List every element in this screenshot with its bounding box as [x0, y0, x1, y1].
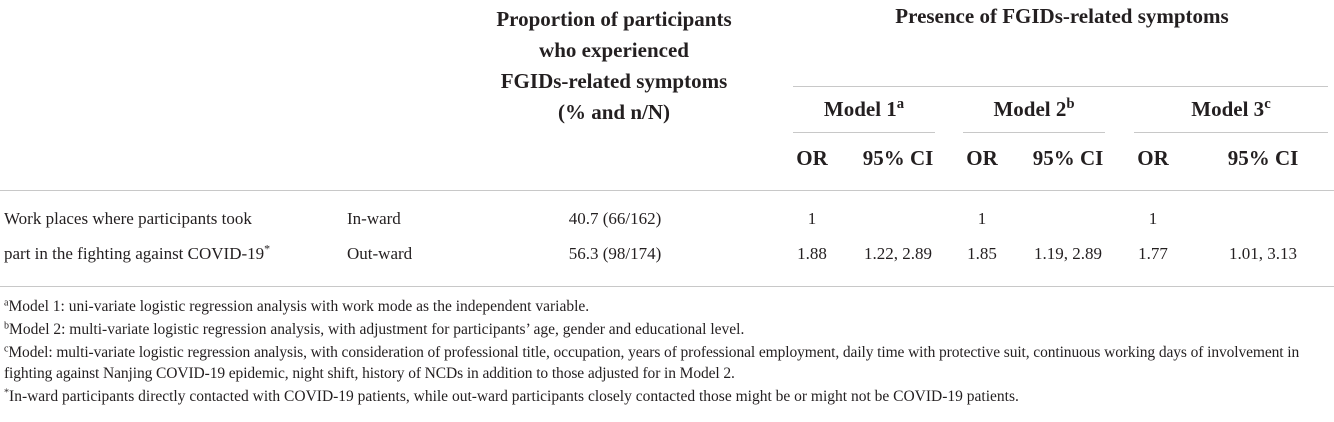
- row-1-group: In-ward: [347, 209, 401, 228]
- model-3-sup: c: [1264, 96, 1271, 112]
- model-2-header: [963, 96, 1105, 122]
- row-2-m3-ci: 1.01, 3.13: [1229, 244, 1297, 263]
- footnote-b-mark: b: [4, 320, 10, 332]
- model-1-sup: a: [896, 96, 905, 112]
- footnote-a-mark: a: [4, 297, 9, 309]
- footnote-star: [4, 386, 1330, 407]
- model-3-label: Model 3: [1191, 97, 1265, 121]
- m3-or-header: OR: [1137, 146, 1169, 170]
- row-1-m2-or: 1: [977, 209, 987, 228]
- table-bottom-rule: [0, 286, 1334, 287]
- proportion-header-line-4: (% and n/N): [557, 100, 671, 124]
- model-2-label: Model 2: [993, 97, 1067, 121]
- m2-ci-header: 95% CI: [1032, 146, 1104, 170]
- footnote-star-text: In-ward participants directly contacted with COVID-19 patients, while out-ward participants closely contacted those might be or might not be COVID-19 patients.: [9, 388, 1019, 405]
- proportion-header-line-2: who experienced: [539, 38, 689, 62]
- presence-header-rule: [793, 86, 1328, 87]
- footnotes: [4, 296, 1330, 407]
- footnote-b-text: Model 2: multi-variate logistic regression analysis, with adjustment for participants’ age, gender and educational level.: [9, 321, 745, 338]
- footnote-a-text: Model 1: uni-variate logistic regression analysis with work mode as the independent variable.: [8, 298, 590, 315]
- row-2-m1-or: 1.88: [797, 244, 827, 263]
- model-1-header: [793, 96, 935, 122]
- proportion-header-line-3: FGIDs-related symptoms: [500, 69, 728, 93]
- model-1-rule: [793, 132, 935, 133]
- m2-or-header: OR: [966, 146, 998, 170]
- model-2-rule: [963, 132, 1105, 133]
- row-1-m1-or: 1: [807, 209, 817, 228]
- proportion-header-line-1: Proportion of participants: [496, 7, 732, 31]
- footnote-c-text: Model: multi-variate logistic regression analysis, with consideration of professional title, occupation, years of professional employment, daily time with protective suit, continuous working days of involvement in fighting against Nanjing COVID-19 epidemic, night shift, history of NCDs in addition to those adjusted for in Model 2.: [4, 344, 1300, 382]
- row-2-m1-ci: 1.22, 2.89: [864, 244, 932, 263]
- footnote-star-mark: *: [4, 387, 10, 399]
- header-bottom-rule: [0, 190, 1334, 191]
- footnote-b: [4, 319, 1330, 340]
- table-row: [0, 209, 1334, 233]
- footnote-c: [4, 342, 1330, 384]
- row-2-m2-or: 1.85: [967, 244, 997, 263]
- model-3-rule: [1134, 132, 1328, 133]
- model-1-label: Model 1: [823, 97, 897, 121]
- m1-ci-header: 95% CI: [862, 146, 934, 170]
- row-2-variable: [4, 241, 271, 264]
- m1-or-header: OR: [796, 146, 828, 170]
- row-1-proportion: 40.7 (66/162): [568, 209, 662, 228]
- model-3-header: [1134, 96, 1328, 122]
- row-1-variable: Work places where participants took: [4, 209, 252, 228]
- row-2-proportion: 56.3 (98/174): [568, 244, 662, 263]
- table-row: [0, 241, 1334, 268]
- row-2-m2-ci: 1.19, 2.89: [1034, 244, 1102, 263]
- row-2-variable-sup: *: [264, 241, 271, 256]
- m3-ci-header: 95% CI: [1227, 146, 1299, 170]
- footnote-a: [4, 296, 1330, 317]
- row-2-group: Out-ward: [347, 244, 413, 263]
- row-1-m3-or: 1: [1148, 209, 1158, 228]
- presence-header: Presence of FGIDs-related symptoms: [895, 4, 1229, 28]
- model-2-sup: b: [1066, 96, 1075, 112]
- row-2-m3-or: 1.77: [1138, 244, 1168, 263]
- footnote-c-mark: c: [4, 343, 9, 355]
- proportion-header: [430, 4, 798, 128]
- row-2-variable-text: part in the fighting against COVID-19: [4, 244, 265, 263]
